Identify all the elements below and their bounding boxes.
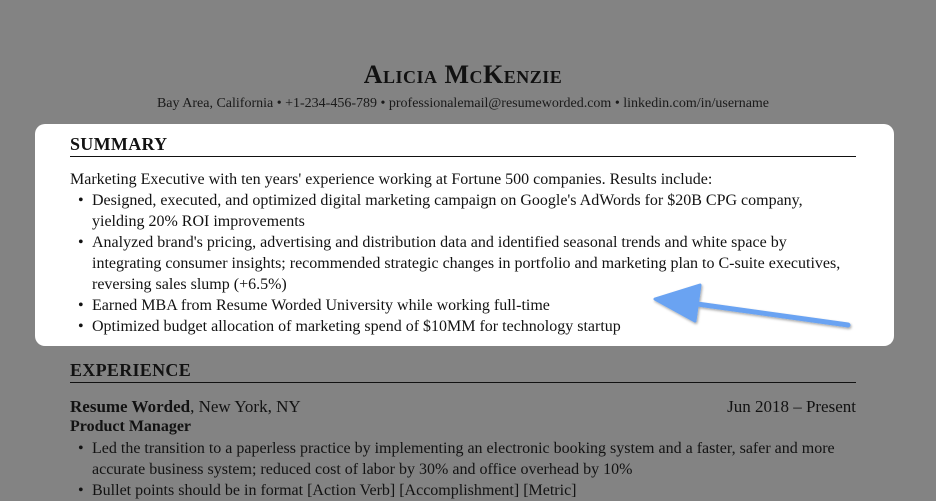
summary-intro: Marketing Executive with ten years' experience working at Fortune 500 companies. Results include: (70, 171, 713, 188)
company-location: , New York, NY (190, 397, 301, 416)
summary-bullet: • Designed, executed, and optimized digital marketing campaign on Google's AdWords for $20B CPG company, yielding 20% ROI improvements (70, 190, 856, 232)
experience-bullet: • Bullet points should be in format [Action Verb] [Accomplishment] [Metric] (70, 480, 856, 501)
summary-bullet-list (70, 190, 856, 337)
employment-dates: Jun 2018 – Present (727, 397, 856, 416)
company-name: Resume Worded (70, 397, 191, 416)
summary-bullet: • Analyzed brand's pricing, advertising and distribution data and identified seasonal trends and white space by integrating consumer insights; recommended strategic changes in portfolio and marketing plan to C-suite executives, reversing sales slump (+6.5%) (70, 232, 856, 295)
summary-body (70, 169, 856, 337)
job-title: Product Manager (70, 418, 192, 435)
experience-heading: EXPERIENCE (70, 359, 856, 383)
summary-heading: SUMMARY (70, 133, 856, 157)
experience-bullet: • Led the transition to a paperless practice by implementing an electronic booking system and a faster, safer and more accurate business system; reduced cost of labor by 30% and office overhead by 10% (70, 438, 856, 480)
contact-line: Bay Area, California • +1-234-456-789 • professionalemail@resumeworded.com • linkedin.com/in/username (156, 96, 770, 111)
summary-bullet: • Optimized budget allocation of marketing spend of $10MM for technology startup (70, 316, 856, 337)
summary-bullet: • Earned MBA from Resume Worded University while working full-time (70, 295, 856, 316)
resume-name: Alicia McKenzie (363, 60, 563, 89)
experience-company-row (70, 396, 856, 418)
